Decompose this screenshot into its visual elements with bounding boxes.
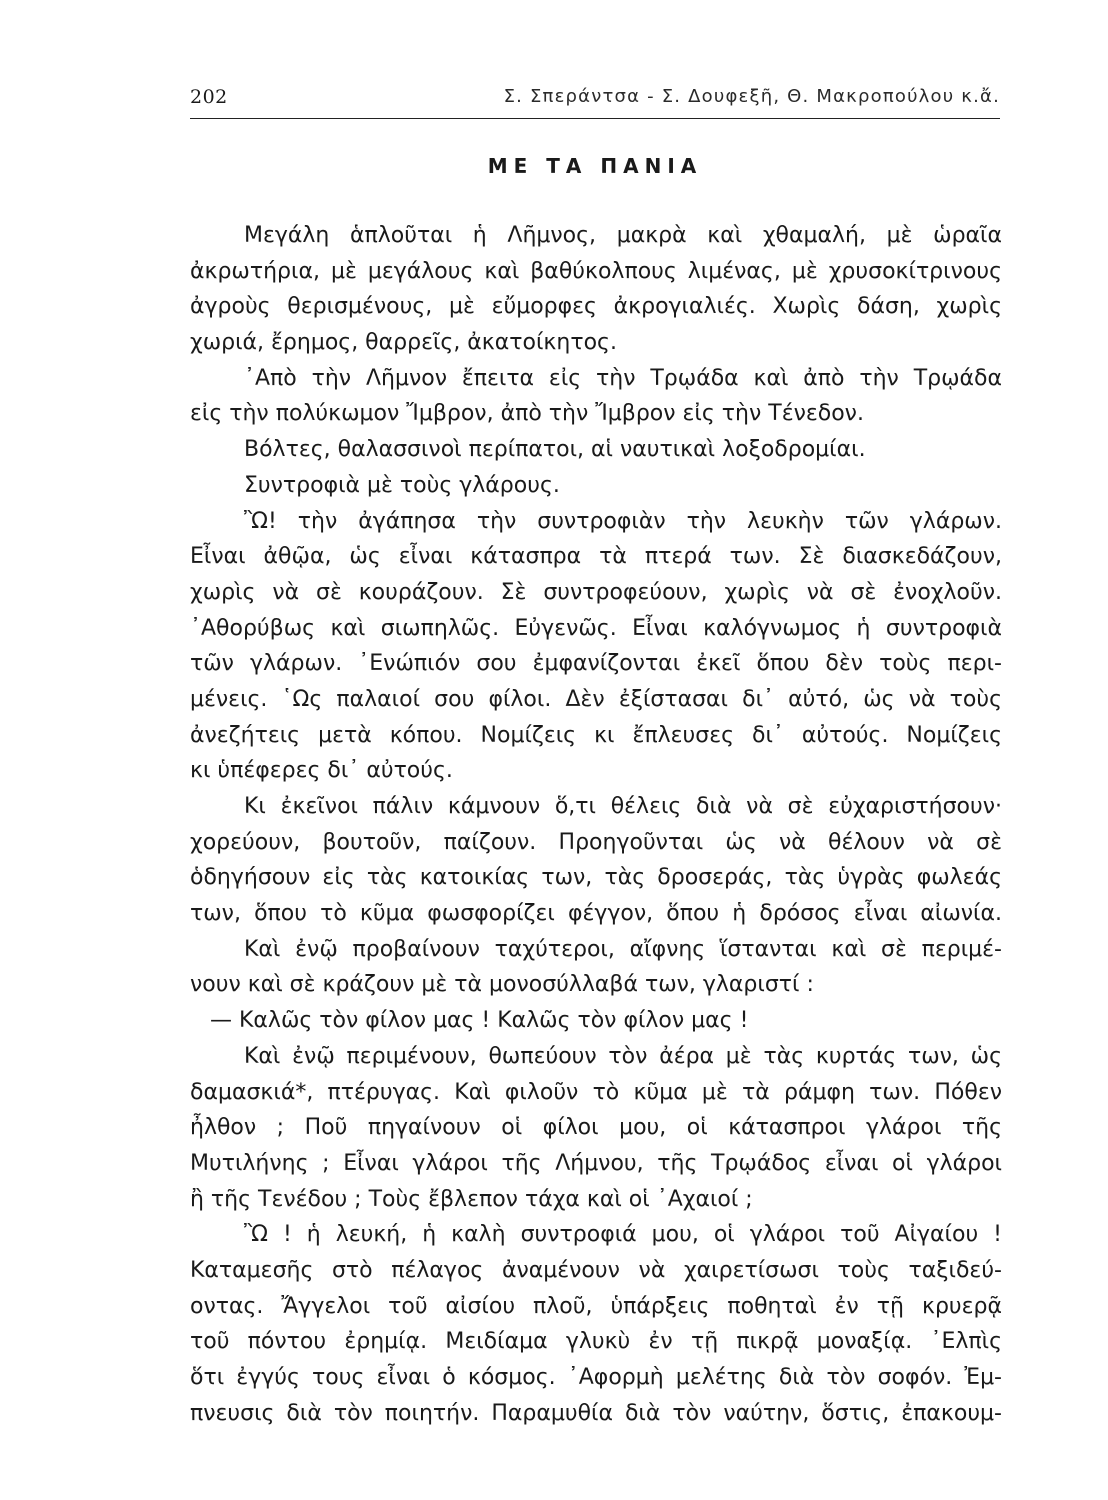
text-line: χορεύουν, βουτοῦν, παίζουν. Προηγοῦνται ὡς νὰ θέλουν νὰ σὲ bbox=[190, 829, 1002, 855]
text-line: ἀνεζήτεις μετὰ κόπου. Νομίζεις κι ἔπλευσες δι᾿ αὐτούς. Νομίζεις bbox=[190, 722, 1002, 748]
text-line: Καὶ ἐνῷ προβαίνουν ταχύτεροι, αἴφνης ἵστανται καὶ σὲ περιμέ- bbox=[244, 936, 1002, 962]
text-line: Ὢ! τὴν ἀγάπησα τὴν συντροφιὰν τὴν λευκὴν τῶν γλάρων. bbox=[244, 508, 1002, 534]
page-header bbox=[190, 82, 1000, 119]
text-line: — Καλῶς τὸν φίλον μας ! Καλῶς τὸν φίλον μας ! bbox=[210, 1008, 749, 1034]
text-line: χωριά, ἔρημος, θαρρεῖς, ἀκατοίκητος. bbox=[190, 330, 617, 356]
text-line: Μυτιλήνης ; Εἶναι γλάροι τῆς Λήμνου, τῆς Τρῳάδος εἶναι οἱ γλάροι bbox=[190, 1150, 1002, 1176]
text-line: οντας. Ἄγγελοι τοῦ αἰσίου πλοῦ, ὑπάρξεις ποθηταὶ ἐν τῇ κρυερᾷ bbox=[190, 1293, 1002, 1319]
text-line: ἀκρωτήρια, μὲ μεγάλους καὶ βαθύκολπους λιμένας, μὲ χρυσοκίτρινους bbox=[190, 258, 1002, 284]
text-line: ἀγροὺς θερισμένους, μὲ εὔμορφες ἀκρογιαλιές. Χωρὶς δάση, χωρὶς bbox=[190, 294, 1002, 320]
text-line: τοῦ πόντου ἐρημίᾳ. Μειδίαμα γλυκὺ ἐν τῇ πικρᾷ μοναξίᾳ. ᾿Ελπὶς bbox=[190, 1329, 1002, 1355]
text-line: Εἶναι ἀθῷα, ὡς εἶναι κάτασπρα τὰ πτερά των. Σὲ διασκεδάζουν, bbox=[190, 544, 1002, 570]
page-title: ΜΕ ΤΑ ΠΑΝΙΑ bbox=[487, 154, 703, 178]
text-line: ᾿Αθορύβως καὶ σιωπηλῶς. Εὐγενῶς. Εἶναι καλόγνωμος ἡ συντροφιὰ bbox=[190, 615, 1002, 641]
text-line: Καταμεσῆς στὸ πέλαγος ἀναμένουν νὰ χαιρετίσωσι τοὺς ταξιδεύ- bbox=[190, 1257, 1002, 1283]
text-line: ἢ τῆς Τενέδου ; Τοὺς ἔβλεπον τάχα καὶ οἱ ᾿Αχαιοί ; bbox=[190, 1186, 753, 1212]
text-line: Μεγάλη ἁπλοῦται ἡ Λῆμνος, μακρὰ καὶ χθαμαλή, μὲ ὡραῖα bbox=[244, 223, 1002, 248]
text-line: χωρὶς νὰ σὲ κουράζουν. Σὲ συντροφεύουν, χωρὶς νὰ σὲ ἐνοχλοῦν. bbox=[190, 579, 1002, 605]
text-line: ἦλθον ; Ποῦ πηγαίνουν οἱ φίλοι μου, οἱ κάτασπροι γλάροι τῆς bbox=[190, 1115, 1002, 1141]
text-line: Ὢ ! ἡ λευκή, ἡ καλὴ συντροφιά μου, οἱ γλάροι τοῦ Αἰγαίου ! bbox=[244, 1222, 1002, 1248]
text-line: κι ὑπέφερες δι᾿ αὐτούς. bbox=[190, 758, 453, 784]
text-line: πνευσις διὰ τὸν ποιητήν. Παραμυθία διὰ τὸν ναύτην, ὅστις, ἐπακουμ- bbox=[190, 1400, 1002, 1426]
text-line: Καὶ ἐνῷ περιμένουν, θωπεύουν τὸν ἀέρα μὲ τὰς κυρτάς των, ὡς bbox=[244, 1043, 1002, 1069]
text-line: των, ὅπου τὸ κῦμα φωσφορίζει φέγγον, ὅπου ἡ δρόσος εἶναι αἰωνία. bbox=[190, 901, 1002, 927]
text-line: νουν καὶ σὲ κράζουν μὲ τὰ μονοσύλλαβά των, γλαριστί : bbox=[190, 972, 814, 998]
text-line: ὅτι ἐγγύς τους εἶναι ὁ κόσμος. ᾿Αφορμὴ μελέτης διὰ τὸν σοφόν. Ἐμ- bbox=[190, 1365, 1002, 1390]
text-line: ὁδηγήσουν εἰς τὰς κατοικίας των, τὰς δροσεράς, τὰς ὑγρὰς φωλεάς bbox=[190, 865, 1002, 891]
text-line: ᾿Απὸ τὴν Λῆμνον ἔπειτα εἰς τὴν Τρῳάδα καὶ ἀπὸ τὴν Τρῳάδα bbox=[244, 365, 1002, 391]
text-line: τῶν γλάρων. ᾿Ενώπιόν σου ἐμφανίζονται ἐκεῖ ὅπου δὲν τοὺς περι- bbox=[190, 651, 1002, 677]
text-line: εἰς τὴν πολύκωμον Ἴμβρον, ἀπὸ τὴν Ἴμβρον εἰς τὴν Τένεδον. bbox=[190, 401, 864, 427]
running-head: Σ. Σπεράντσα - Σ. Δουφεξῆ, Θ. Μακροπούλου κ.ἄ. bbox=[503, 86, 1000, 107]
text-line: Βόλτες, θαλασσινοὶ περίπατοι, αἱ ναυτικαὶ λοξοδρομίαι. bbox=[244, 437, 866, 463]
text-line: δαμασκιά*, πτέρυγας. Καὶ φιλοῦν τὸ κῦμα μὲ τὰ ράμφη των. Πόθεν bbox=[190, 1079, 1002, 1105]
page-number: 202 bbox=[190, 86, 228, 108]
text-line: μένεις. ῾Ως παλαιοί σου φίλοι. Δὲν ἐξίστασαι δι᾿ αὐτό, ὡς νὰ τοὺς bbox=[190, 686, 1002, 712]
body-text bbox=[190, 218, 1002, 1431]
text-line: Συντροφιὰ μὲ τοὺς γλάρους. bbox=[244, 472, 560, 498]
text-line: Κι ἐκεῖνοι πάλιν κάμνουν ὅ,τι θέλεις διὰ νὰ σὲ εὐχαριστήσουν· bbox=[244, 794, 1002, 819]
